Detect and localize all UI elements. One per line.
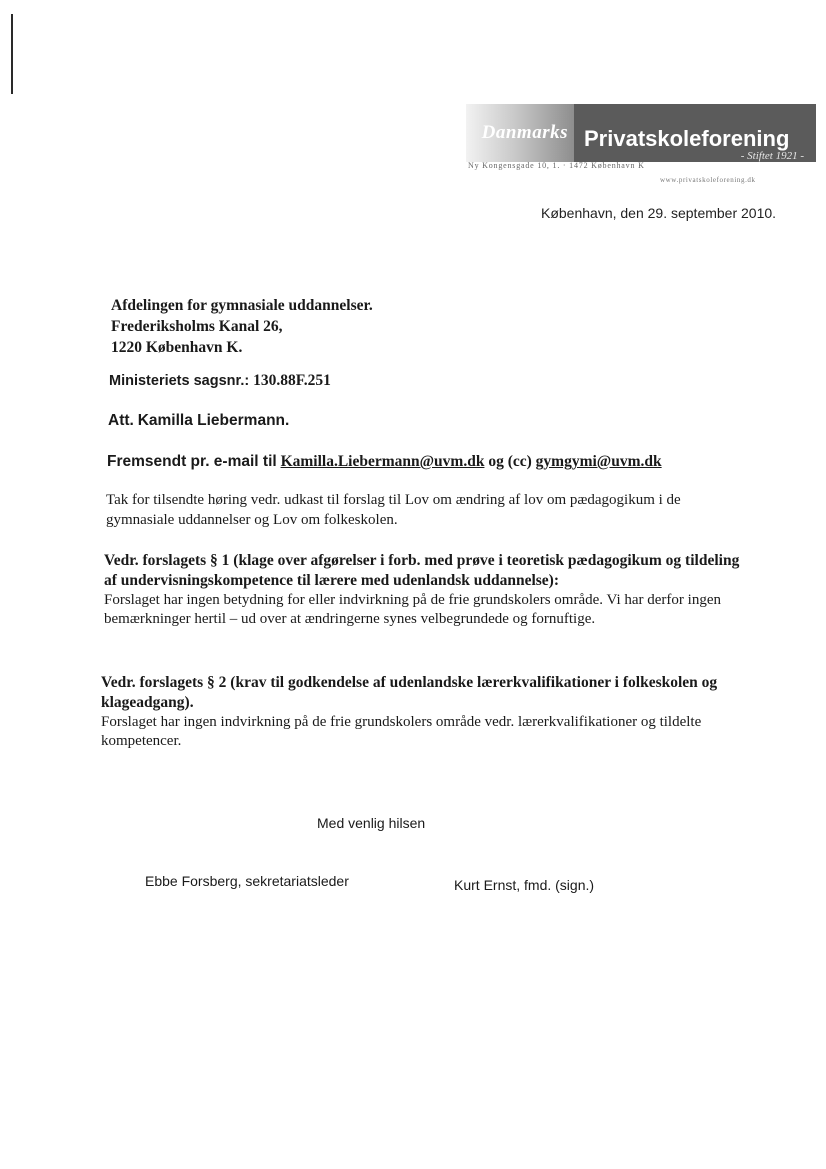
section-1 — [104, 551, 744, 629]
intro-paragraph: Tak for tilsendte høring vedr. udkast til forslag til Lov om ændring af lov om pædagogikum i de gymnasiale uddannelser og Lov om folkeskolen. — [106, 492, 681, 528]
scan-edge-line — [11, 14, 13, 94]
case-number-value: 130.88F.251 — [253, 372, 331, 389]
attention-label: Att. — [108, 412, 134, 429]
letterhead-founded: - Stiftet 1921 - — [740, 150, 804, 162]
email-link-primary[interactable]: Kamilla.Liebermann@uvm.dk — [280, 453, 485, 470]
letterhead-address: Ny Kongensgade 10, 1. · 1472 København K — [468, 161, 645, 170]
letter-date: København, den 29. september 2010. — [541, 205, 777, 221]
letterhead-brand-left: Danmarks — [481, 122, 568, 143]
closing-greeting: Med venlig hilsen — [317, 815, 426, 831]
section-2-heading: Vedr. forslagets § 2 (krav til godkendelse af udenlandske lærerkvalifikationer i folkeskolen og klageadgang). — [101, 674, 718, 711]
case-number-line — [109, 372, 331, 390]
recipient-address — [111, 295, 373, 358]
section-2-body: Forslaget har ingen indvirkning på de frie grundskolers område vedr. lærerkvalifikationer og tildelte kompetencer. — [101, 714, 702, 749]
letterhead-logo — [466, 104, 816, 162]
letterhead-organization-name: Privatskoleforening — [584, 126, 790, 151]
case-number-label: Ministeriets sagsnr.: — [109, 373, 250, 389]
letterhead-website: www.privatskoleforening.dk — [660, 176, 756, 184]
recipient-line-3: 1220 København K. — [111, 339, 243, 356]
signature-right: Kurt Ernst, fmd. (sign.) — [454, 877, 595, 893]
signature-left: Ebbe Forsberg, sekretariatsleder — [145, 873, 349, 889]
cc-label: og (cc) — [488, 453, 532, 470]
recipient-line-1: Afdelingen for gymnasiale uddannelser. — [111, 297, 373, 314]
sent-label: Fremsendt pr. e-mail til — [107, 453, 277, 470]
attention-name: Kamilla Liebermann. — [137, 412, 290, 429]
sent-to-line — [107, 453, 662, 471]
section-1-heading: Vedr. forslagets § 1 (klage over afgørelser i forb. med prøve i teoretisk pædagogikum og tildeling af undervisningskompetence til lærere med udenlandsk uddannelse): — [104, 552, 740, 589]
letterhead-right-panel — [574, 104, 816, 162]
recipient-line-2: Frederiksholms Kanal 26, — [111, 318, 283, 335]
email-link-cc[interactable]: gymgymi@uvm.dk — [535, 453, 662, 470]
attention-line — [108, 412, 289, 430]
letterhead-left-panel — [466, 104, 574, 162]
section-1-body: Forslaget har ingen betydning for eller indvirkning på de frie grundskolers område. Vi har derfor ingen bemærkninger hertil – ud over at ændringerne synes velbegrundede og fornuftige. — [104, 592, 721, 627]
section-2 — [101, 673, 746, 751]
